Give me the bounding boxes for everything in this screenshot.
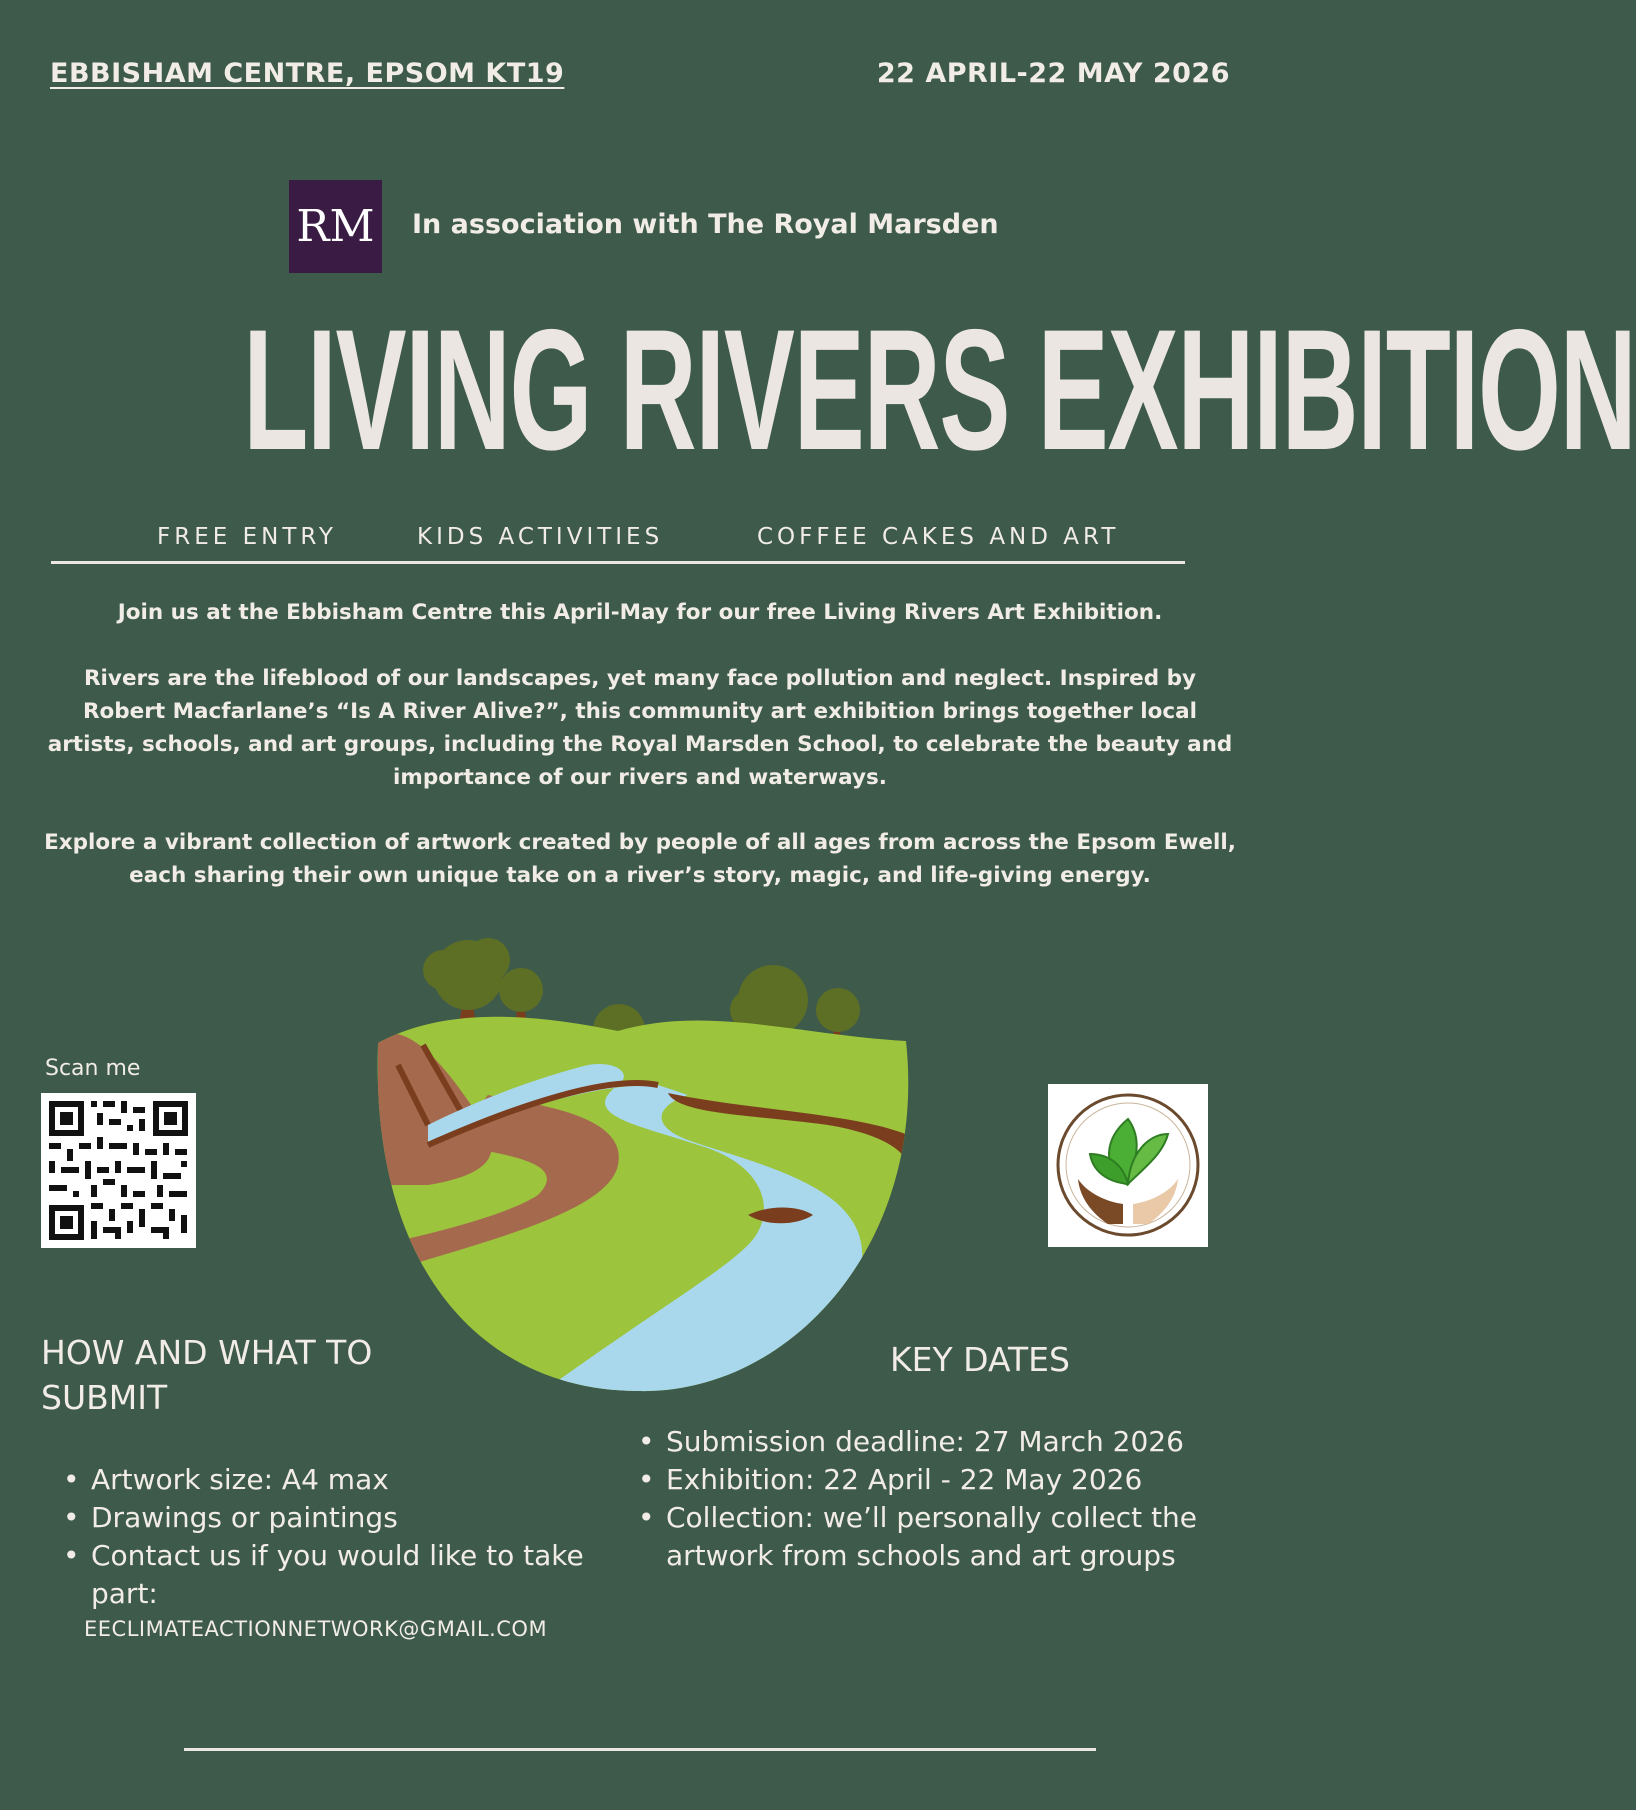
feature-free-entry: FREE ENTRY bbox=[157, 524, 337, 550]
association-text: In association with The Royal Marsden bbox=[412, 209, 999, 240]
dates-text: 22 APRIL-22 MAY 2026 bbox=[876, 58, 1230, 89]
submit-section-title: HOW AND WHAT TO SUBMIT bbox=[41, 1333, 373, 1417]
royal-marsden-logo-text: RM bbox=[296, 201, 375, 252]
divider bbox=[184, 1748, 1096, 1751]
list-item: • Collection: we’ll personally collect the artwork from schools and art groups bbox=[616, 1499, 1256, 1575]
qr-code[interactable] bbox=[41, 1093, 196, 1248]
list-item: • Artwork size: A4 max bbox=[41, 1461, 601, 1499]
list-item: • Contact us if you would like to take part: bbox=[41, 1537, 601, 1613]
submit-list bbox=[41, 1461, 601, 1613]
key-dates-list bbox=[616, 1423, 1256, 1575]
climate-action-network-logo bbox=[1048, 1084, 1208, 1247]
feature-coffee-cakes-art: COFFEE CAKES AND ART bbox=[757, 524, 1120, 550]
list-item: • Exhibition: 22 April - 22 May 2026 bbox=[616, 1461, 1256, 1499]
explore-paragraph: Explore a vibrant collection of artwork created by people of all ages from across the Epsom Ewell, each sharing their own unique take on a river’s story, magic, and life-giving energy. bbox=[44, 830, 1236, 888]
page-title: LIVING RIVERS EXHIBITION bbox=[243, 294, 1636, 486]
intro-paragraph: Join us at the Ebbisham Centre this April-May for our free Living Rivers Art Exhibition. bbox=[117, 600, 1163, 625]
list-item: • Submission deadline: 27 March 2026 bbox=[616, 1423, 1256, 1461]
river-landscape-illustration bbox=[368, 915, 913, 1395]
list-item: • Drawings or paintings bbox=[41, 1499, 601, 1537]
royal-marsden-logo bbox=[289, 180, 382, 273]
description-paragraph: Rivers are the lifeblood of our landscapes, yet many face pollution and neglect. Inspired by Robert Macfarlane’s “Is A River Alive?”, this community art exhibition brings together local artists, schools, and art groups, including the Royal Marsden School, to celebrate the beauty and importance of our rivers and waterways. bbox=[47, 666, 1233, 790]
scan-label: Scan me bbox=[45, 1056, 141, 1081]
divider bbox=[51, 561, 1185, 564]
key-dates-title: KEY DATES bbox=[890, 1340, 1070, 1379]
feature-kids-activities: KIDS ACTIVITIES bbox=[417, 524, 664, 550]
venue-text: EBBISHAM CENTRE, EPSOM KT19 bbox=[50, 58, 565, 89]
contact-email-link[interactable]: EECLIMATEACTIONNETWORK@GMAIL.COM bbox=[84, 1617, 548, 1641]
